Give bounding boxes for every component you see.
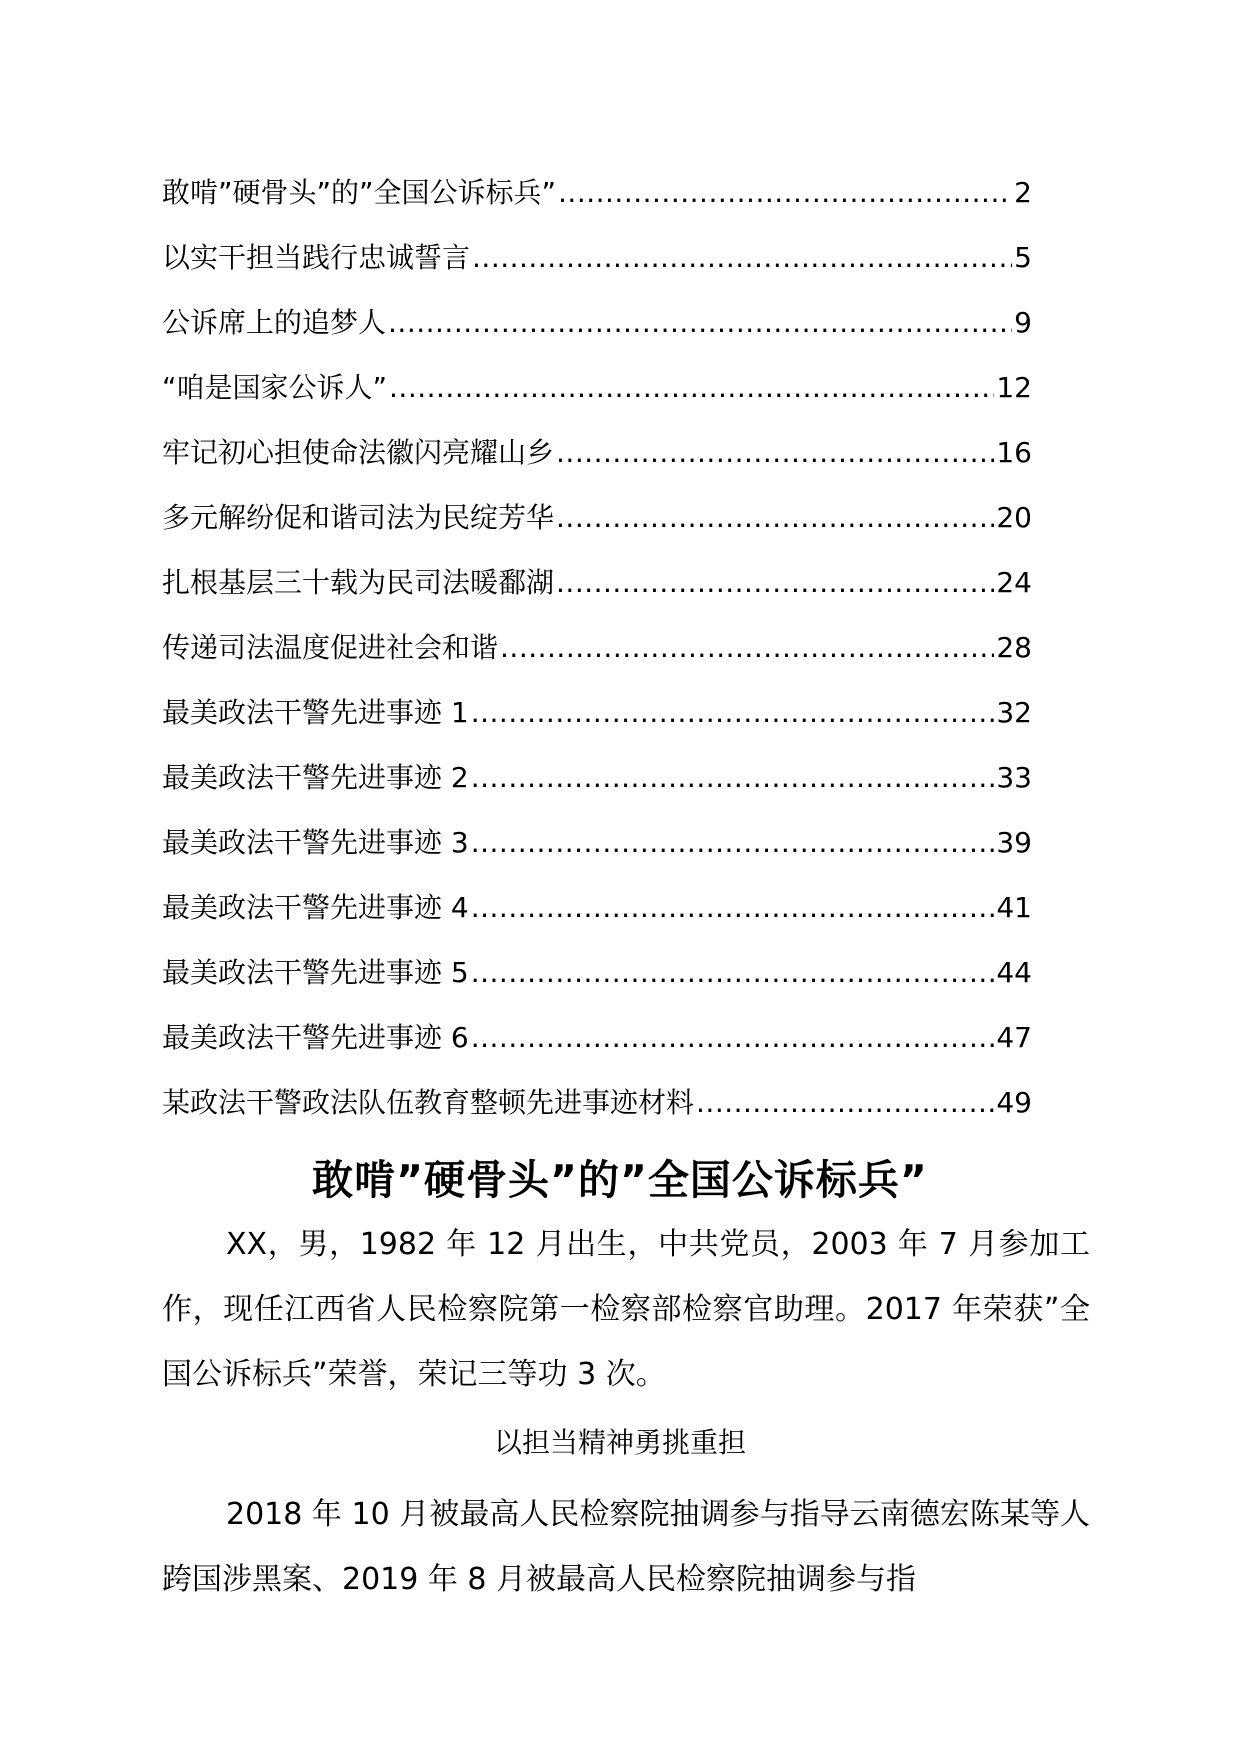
toc-dot-leader bbox=[472, 236, 1012, 280]
toc-entry-title: 扎根基层三十载为民司法暖鄱湖 bbox=[162, 566, 555, 599]
toc-entry[interactable] bbox=[162, 236, 1032, 301]
toc-entry-page: 2 bbox=[1014, 176, 1032, 209]
toc-entry[interactable] bbox=[162, 561, 1032, 626]
toc-dot-leader bbox=[556, 431, 994, 475]
toc-dot-leader bbox=[696, 1081, 994, 1125]
toc-entry-page: 28 bbox=[996, 631, 1032, 664]
toc-entry[interactable] bbox=[162, 171, 1032, 236]
toc-entry[interactable] bbox=[162, 366, 1032, 431]
toc-entry-title: 最美政法干警先进事迹 6 bbox=[162, 1021, 469, 1054]
toc-entry[interactable] bbox=[162, 496, 1032, 561]
toc-entry-title: 牢记初心担使命法徽闪亮耀山乡 bbox=[162, 436, 555, 469]
article-title: 敢啃”硬骨头”的”全国公诉标兵” bbox=[312, 1156, 928, 1204]
toc-entry-title: 最美政法干警先进事迹 3 bbox=[162, 826, 469, 859]
toc-entry-page: 49 bbox=[996, 1086, 1032, 1119]
toc-entry-page: 39 bbox=[996, 826, 1032, 859]
intro-text: XX，男，1982 年 12 月出生，中共党员，2003 年 7 月参加工作，现任江西省人民检察院第一检察部检察官助理。2017 年荣获”全国公诉标兵”荣誉，荣记三等功 3 次。 bbox=[162, 1227, 1090, 1392]
toc-entry-title: 传递司法温度促进社会和谐 bbox=[162, 631, 499, 664]
toc-dot-leader bbox=[388, 301, 1012, 345]
toc-entry[interactable] bbox=[162, 1081, 1032, 1146]
section-heading: 以担当精神勇挑重担 bbox=[493, 1426, 746, 1459]
toc-dot-leader bbox=[471, 821, 995, 865]
toc-entry-title: 最美政法干警先进事迹 4 bbox=[162, 891, 469, 924]
toc-entry-page: 41 bbox=[996, 891, 1032, 924]
toc-entry-page: 47 bbox=[996, 1021, 1032, 1054]
toc-entry[interactable] bbox=[162, 756, 1032, 821]
toc-entry-title: 最美政法干警先进事迹 1 bbox=[162, 696, 469, 729]
toc-entry-title: 敢啃”硬骨头”的”全国公诉标兵” bbox=[162, 176, 557, 209]
toc-dot-leader bbox=[471, 691, 995, 735]
toc-entry-page: 32 bbox=[996, 696, 1032, 729]
toc-dot-leader bbox=[471, 951, 995, 995]
toc-entry[interactable] bbox=[162, 431, 1032, 496]
toc-dot-leader bbox=[471, 756, 995, 800]
table-of-contents bbox=[162, 171, 1032, 1146]
toc-entry[interactable] bbox=[162, 626, 1032, 691]
toc-entry[interactable] bbox=[162, 886, 1032, 951]
toc-entry-title: 某政法干警政法队伍教育整顿先进事迹材料 bbox=[162, 1086, 695, 1119]
toc-entry-page: 5 bbox=[1014, 241, 1032, 274]
article-intro-paragraph bbox=[162, 1212, 1090, 1407]
toc-entry[interactable] bbox=[162, 951, 1032, 1016]
toc-entry-title: 多元解纷促和谐司法为民绽芳华 bbox=[162, 501, 555, 534]
toc-entry-page: 24 bbox=[996, 566, 1032, 599]
toc-dot-leader bbox=[500, 626, 994, 670]
toc-entry-page: 16 bbox=[996, 436, 1032, 469]
toc-entry[interactable] bbox=[162, 1016, 1032, 1081]
toc-dot-leader bbox=[389, 366, 994, 410]
toc-entry-page: 9 bbox=[1014, 306, 1032, 339]
section-text: 2018 年 10 月被最高人民检察院抽调参与指导云南德宏陈某等人跨国涉黑案、2019 年 8 月被最高人民检察院抽调参与指 bbox=[162, 1497, 1090, 1597]
toc-entry-title: “咱是国家公诉人” bbox=[162, 371, 388, 404]
toc-entry-title: 最美政法干警先进事迹 2 bbox=[162, 761, 469, 794]
toc-entry-title: 公诉席上的追梦人 bbox=[162, 306, 387, 339]
toc-dot-leader bbox=[471, 1016, 995, 1060]
toc-entry-page: 33 bbox=[996, 761, 1032, 794]
toc-entry-title: 最美政法干警先进事迹 5 bbox=[162, 956, 469, 989]
toc-dot-leader bbox=[471, 886, 995, 930]
toc-entry-title: 以实干担当践行忠诚誓言 bbox=[162, 241, 471, 274]
toc-entry-page: 12 bbox=[996, 371, 1032, 404]
toc-entry-page: 20 bbox=[996, 501, 1032, 534]
toc-dot-leader bbox=[556, 496, 994, 540]
toc-entry[interactable] bbox=[162, 301, 1032, 366]
toc-entry[interactable] bbox=[162, 691, 1032, 756]
toc-entry-page: 44 bbox=[996, 956, 1032, 989]
toc-dot-leader bbox=[558, 171, 1012, 215]
section-paragraph bbox=[162, 1482, 1090, 1612]
toc-entry[interactable] bbox=[162, 821, 1032, 886]
toc-dot-leader bbox=[556, 561, 994, 605]
